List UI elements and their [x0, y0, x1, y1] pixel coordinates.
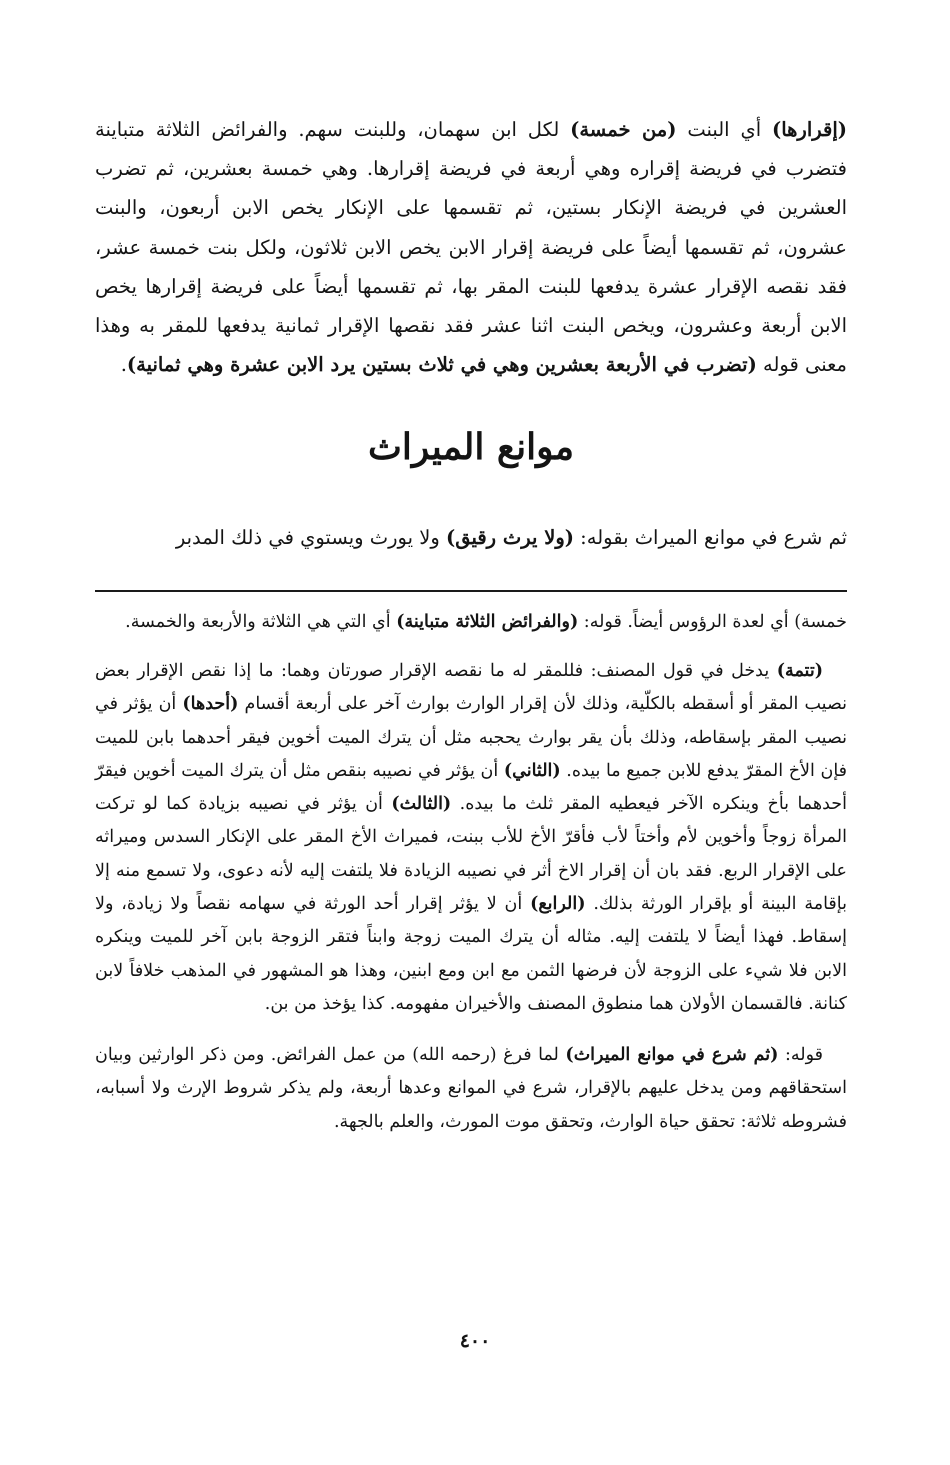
bold-quote: (ثم شرع في موانع الميراث): [565, 1045, 779, 1066]
footnote-divider: [95, 590, 847, 592]
bold-quote: (إقرارها): [771, 118, 847, 141]
section-heading: موانع الميراث: [368, 426, 574, 469]
bold-quote: (الرابع): [530, 894, 586, 914]
text-run: .: [120, 353, 127, 377]
section-intro-paragraph: [95, 518, 847, 557]
text-run: قوله:: [778, 1045, 823, 1066]
text-run: أن يؤثر في نصيبه بزيادة كما لو تركت المرأة زوجاً وأخوين لأم وأختاً لأب فأقرّ الأخ للأب ببنت، فميراث الأخ المقر على الإنكار السدس وميراثه على الإقرار الربع. فقد بان أن إقرار الاخ أثر في نصيبه الزيادة فلا يلتفت إليه لأنه دعوى، ولا تسمع منه إلا بإقامة البينة أو بإقرار الورثة بذلك.: [95, 794, 847, 914]
text-run: ولا يورث ويستوي في ذلك المدبر: [175, 526, 446, 550]
text-run: أي التي هي الثلاثة والأربعة والخمسة.: [125, 611, 397, 632]
text-run: ثم شرع في موانع الميراث بقوله:: [573, 526, 847, 550]
bold-quote: (ولا يرث رقيق): [445, 526, 574, 550]
text-run: أن يؤثر في نصيبه بنقص مثل أن يترك الميت أخوين فيقرّ أحدهما بأخ وينكره الآخر فيعطيه المقر ثلث ما بيده.: [95, 760, 847, 815]
bold-quote: (من خمسة): [570, 118, 677, 141]
main-paragraph: [95, 110, 847, 384]
bold-quote: (والفرائض الثلاثة متباينة): [396, 611, 579, 632]
text-run: أن يؤثر في نصيب المقر بإسقاطه، وذلك بأن يقر بوارث يحجبه مثل أن يترك الميت أخوين فيقر أحدهما بابن للميت فإن الأخ المقرّ يدفع للابن جميع ما بيده.: [95, 694, 848, 781]
page-body: [95, 110, 847, 1139]
footnote-3: [95, 1039, 847, 1139]
text-run: خمسة) أي لعدة الرؤوس أيضاً. قوله:: [578, 611, 847, 632]
bold-quote: (الثاني): [503, 760, 561, 781]
text-run: يدخل في قول المصنف: فللمقر له ما نقصه الإقرار صورتان وهما: ما إذا نقص الإقرار بعض نصيب المقر أو أسقطه بالكلّية، وذلك لأن إقرار الوارث بوارث آخر على أربعة أقسام: [95, 660, 848, 715]
footnote-1: [95, 606, 847, 639]
text-run: لما فرغ (رحمه الله) من عمل الفرائض. ومن ذكر الوارثين وبيان استحقاقهم ومن يدخل عليهم بالإقرار، شرع في الموانع وعدها أربعة، ولم يذكر شروط الإرث ولا أسبابه، فشروطه ثلاثة: تحقق حياة الوارث، وتحقق موت المورث، والعلم بالجهة.: [95, 1045, 847, 1132]
text-run: لكل ابن سهمان، وللبنت سهم. والفرائض الثلاثة متباينة فتضرب في فريضة إقراره وهي أربعة في فريضة إقرارها. وهي خمسة بعشرين، ثم تضرب العشرين في فريضة الإنكار بستين، ثم تقسمها على الإنكار يخص الابن أربعون، والبنت عشرون، ثم تقسمها أيضاً على فريضة إقرار الابن يخص الابن ثلاثون، ولكل بنت خمسة عشر، فقد نقصه الإقرار عشرة يدفعها للبنت المقر بها، ثم تقسمها أيضاً على فريضة إقرارها يخص الابن أربعة وعشرون، ويخص البنت اثنا عشر فقد نقصها الإقرار ثمانية يدفعها للمقر به وهذا معنى قوله: [95, 118, 847, 377]
text-run: أن لا يؤثر إقرار أحد الورثة في سهامه نقصاً ولا زيادة، ولا إسقاط. فهذا أيضاً لا يلتفت إليه. مثاله أن يترك الميت زوجة وابناً فتقر الزوجة بابن آخر للميت وينكره الابن فلا شيء على الزوجة لأن فرضها الثمن مع ابن ومع ابنين، وهذا هو المشهور في المذهب خلافاً لابن كنانة. فالقسمان الأولان هما منطوق المصنف والأخيران مفهومه. كذا يؤخذ من بن.: [95, 894, 847, 1014]
page-number: ٤٠٠: [459, 1330, 491, 1352]
bold-quote: (أحدها): [182, 694, 239, 715]
text-run: أي البنت: [676, 118, 772, 141]
bold-quote: (تتمة): [776, 660, 823, 681]
bold-quote: (تضرب في الأربعة بعشرين وهي في ثلاث بستين يرد الابن عشرة وهي ثمانية): [126, 353, 757, 377]
bold-quote: (الثالث): [391, 794, 452, 815]
footnote-2: [95, 655, 847, 1021]
